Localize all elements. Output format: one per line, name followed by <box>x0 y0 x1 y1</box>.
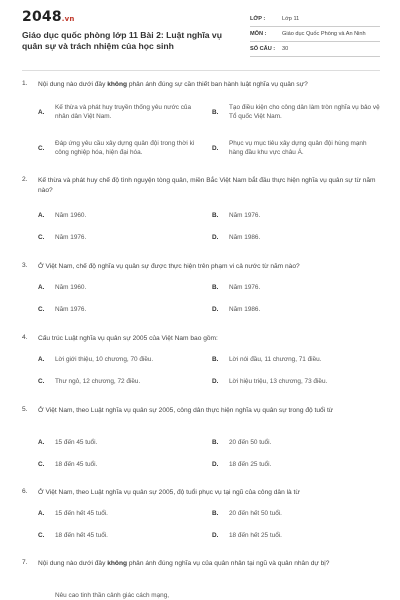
meta-value: Giáo dục Quốc Phòng và An Ninh <box>282 31 366 37</box>
option-text: Lời hiệu triệu, 13 chương, 73 điều. <box>229 378 328 385</box>
option-letter: D. <box>212 378 219 385</box>
question-text: Cấu trúc Luật nghĩa vụ quân sự 2005 của Việt Nam bao gồm: <box>38 335 218 342</box>
option-text: Phục vụ mục tiêu xây dựng quân đội hùng mạnh hàng đầu khu vực châu Á. <box>229 140 367 156</box>
option-text: Năm 1960. <box>55 212 87 219</box>
option-letter: C. <box>38 145 45 152</box>
question-text: Ở Việt Nam, chế độ nghĩa vụ quân sự được thực hiện trên phạm vi cả nước từ năm nào? <box>38 263 300 270</box>
option-letter: C. <box>38 234 45 241</box>
page-header <box>0 0 400 72</box>
option-text: Tạo điều kiện cho công dân làm tròn nghĩa vụ bảo vệ Tổ quốc Việt Nam. <box>229 104 380 120</box>
option-letter: C. <box>38 461 45 468</box>
option-text: Nêu cao tinh thần cảnh giác cách mạng, <box>55 592 170 599</box>
option-letter: B. <box>212 212 219 219</box>
option-text: 18 đến 45 tuổi. <box>55 461 98 468</box>
option-letter: A. <box>38 439 45 446</box>
question-number: 4. <box>22 334 28 341</box>
option-letter: D. <box>212 145 219 152</box>
option-letter: A. <box>38 109 45 116</box>
quiz-meta-table <box>250 12 380 57</box>
question-text-emphasis: không <box>107 81 128 88</box>
question-text-post: phản ánh đúng sự cần thiết ban hành luật nghĩa vụ quân sự? <box>127 81 308 88</box>
option-letter: A. <box>38 212 45 219</box>
site-logo[interactable] <box>22 9 75 25</box>
option-text: Năm 1976. <box>229 212 261 219</box>
option-text: 20 đến 50 tuổi. <box>229 439 272 446</box>
meta-value: 30 <box>282 46 289 52</box>
option-text: Năm 1986. <box>229 234 261 241</box>
option-text: Năm 1986. <box>229 306 261 313</box>
option-letter: D. <box>212 532 219 539</box>
question-number: 7. <box>22 559 28 566</box>
page-title: Giáo dục quốc phòng lớp 11 Bài 2: Luật nghĩa vụ quân sự và trách nhiệm của học sinh <box>22 30 222 51</box>
option-text: Lời giới thiệu, 10 chương, 70 điều. <box>55 356 154 363</box>
option-letter: D. <box>212 461 219 468</box>
option-letter: A. <box>38 356 45 363</box>
question-number: 6. <box>22 488 28 495</box>
option-text: Năm 1976. <box>229 284 261 291</box>
option-letter: B. <box>212 284 219 291</box>
question-number: 2. <box>22 176 28 183</box>
option-letter: A. <box>38 284 45 291</box>
option-text: Năm 1976. <box>55 306 87 313</box>
option-letter: B. <box>212 356 219 363</box>
question-text-emphasis: không <box>107 560 128 567</box>
option-letter: C. <box>38 532 45 539</box>
logo-suffix: .vn <box>61 15 75 23</box>
option-text: 18 đến 25 tuổi. <box>229 461 272 468</box>
meta-key: LỚP : <box>250 16 266 22</box>
option-text: Lời nói đầu, 11 chương, 71 điều. <box>229 356 322 363</box>
meta-row-subject <box>250 27 380 42</box>
question-text: Ở Việt Nam, theo Luật nghĩa vụ quân sự 2005, công dân thực hiện nghĩa vụ quân sự trong độ tuổi từ <box>38 407 334 414</box>
option-letter: B. <box>212 439 219 446</box>
question-text: Ở Việt Nam, theo Luật nghĩa vụ quân sự 2005, độ tuổi phục vụ tại ngũ của công dân là từ <box>38 489 300 496</box>
meta-row-count <box>250 42 380 57</box>
option-text: 18 đến hết 45 tuổi. <box>55 532 108 539</box>
question-text <box>38 559 378 569</box>
option-text: Năm 1976. <box>55 234 87 241</box>
question-text-pre: Nội dung nào dưới đây <box>38 81 108 88</box>
meta-key: MÔN : <box>250 31 267 37</box>
option-text: 20 đến hết 50 tuổi. <box>229 510 282 517</box>
question-text-post: phản ánh đúng nghĩa vụ của quân nhân tại ngũ và quân nhân dự bị? <box>127 560 330 567</box>
question-text <box>38 80 378 90</box>
question-number: 3. <box>22 262 28 269</box>
meta-key: SỐ CÂU : <box>250 46 276 52</box>
header-divider <box>22 70 380 71</box>
question-text-pre: Nội dung nào dưới đây <box>38 560 108 567</box>
option-letter: B. <box>212 510 219 517</box>
option-text: 15 đến hết 45 tuổi. <box>55 510 108 517</box>
logo-text: 2048 <box>22 9 62 25</box>
question-text: Kế thừa và phát huy chế độ tình nguyện tòng quân, miền Bắc Việt Nam bắt đầu thực hiện nghĩa vụ quân sự từ năm nào? <box>38 177 376 194</box>
question-number: 1. <box>22 80 28 87</box>
option-text: Kế thừa và phát huy truyền thống yêu nước của nhân dân Việt Nam. <box>55 104 192 120</box>
option-letter: C. <box>38 306 45 313</box>
meta-value: Lớp 11 <box>282 16 300 22</box>
option-text: Đáp ứng yêu cầu xây dựng quân đội trong thời kì công nghiệp hóa, hiện đại hóa. <box>55 140 195 156</box>
option-text: 15 đến 45 tuổi. <box>55 439 98 446</box>
option-letter: D. <box>212 234 219 241</box>
option-letter: D. <box>212 306 219 313</box>
meta-row-grade <box>250 12 380 27</box>
option-letter: A. <box>38 510 45 517</box>
question-number: 5. <box>22 406 28 413</box>
option-text: Thư ngỏ, 12 chương, 72 điều. <box>55 378 141 385</box>
option-text: 18 đến hết 25 tuổi. <box>229 532 282 539</box>
option-text: Năm 1960. <box>55 284 87 291</box>
option-letter: C. <box>38 378 45 385</box>
option-letter: B. <box>212 109 219 116</box>
